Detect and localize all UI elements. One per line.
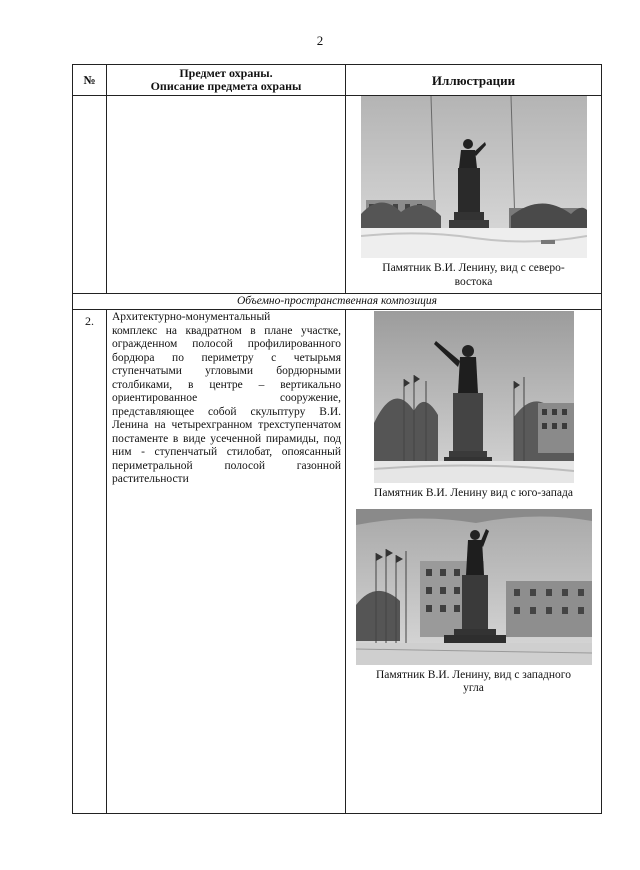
photo-monument-northeast: [361, 96, 587, 258]
caption-west: [346, 669, 601, 696]
row2-description-cell: [107, 310, 346, 814]
caption-northeast-line1: Памятник В.И. Ленину, вид с северо-: [382, 262, 565, 274]
caption-west-line1: Памятник В.И. Ленину, вид с западного: [376, 668, 571, 681]
caption-northeast-line2: востока: [454, 275, 493, 288]
header-illustrations: Иллюстрации: [346, 65, 602, 96]
header-description-line1: Предмет охраны.: [179, 66, 273, 80]
header-number: №: [73, 65, 107, 96]
photo-monument-southwest: [374, 311, 574, 483]
protection-table: [72, 64, 602, 814]
header-description-line2: Описание предмета охраны: [150, 79, 302, 93]
header-description: [107, 65, 346, 96]
caption-west-line2: угла: [463, 682, 484, 694]
row2-description-first: Архитектурно-монументальный: [112, 311, 271, 323]
row1-number-cell: [73, 96, 107, 294]
table-header-row: [73, 65, 602, 96]
row2-number: 2.: [73, 310, 107, 814]
row1-illustration-cell: [346, 96, 602, 294]
page-number: 2: [316, 33, 324, 48]
row1-description-cell: [107, 96, 346, 294]
section-row: [73, 294, 602, 310]
table-row: [73, 310, 602, 814]
section-title: Объемно-пространственная композиция: [73, 294, 602, 310]
row2-description: комплекс на квадратном в плане участке, огражденном полосой профилированного бордюра по периметру с четырьмя ступенчатыми угловыми бордюрными столбиками, в центре – вертикально ориентированное сооружение, представляющее собой скульптуру В.И. Ленина на четырехгранном трехступенчатом постаменте в виде усеченной пирамиды, под ним - ступенчатый стилобат, опоясанный периметральной полосой газонной растительности: [112, 324, 341, 485]
caption-southwest: Памятник В.И. Ленину вид с юго-запада: [374, 487, 573, 499]
photo-monument-west: [356, 509, 592, 665]
table-row: [73, 96, 602, 294]
caption-northeast: [346, 262, 601, 289]
row2-illustration-cell: [346, 310, 602, 814]
